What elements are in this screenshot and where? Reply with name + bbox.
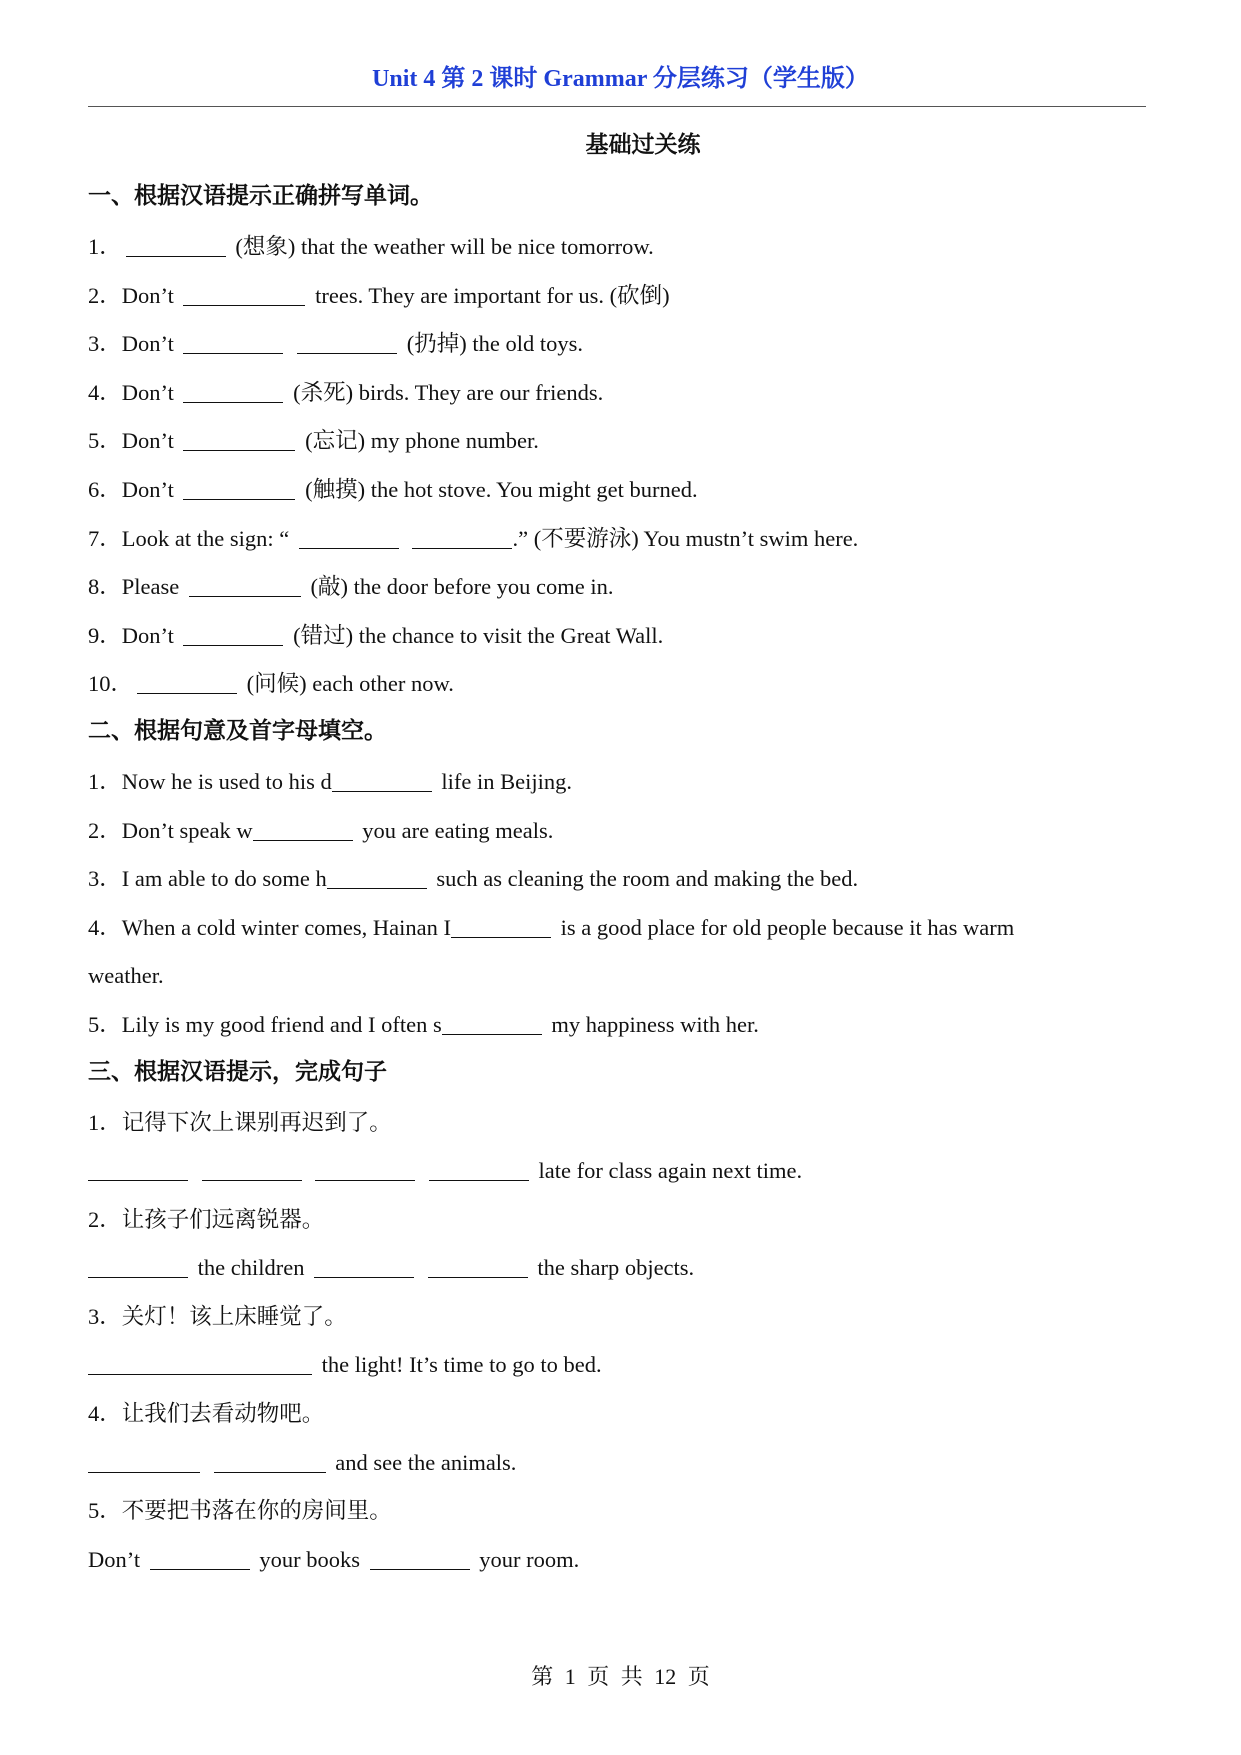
part2-title: 二、根据句意及首字母填空。 bbox=[88, 717, 387, 743]
part2-item-2: 2．Don’t speak w you are eating meals. bbox=[88, 817, 554, 843]
part1-item-3: 3．Don’t (扔掉) the old toys. bbox=[88, 331, 583, 357]
part2-item-4-continued: weather. bbox=[88, 963, 164, 989]
part3-item-1-answer: late for class again next time. bbox=[88, 1147, 1148, 1196]
answer-blank[interactable] bbox=[299, 547, 399, 549]
answer-blank[interactable] bbox=[183, 401, 283, 403]
answer-blank[interactable] bbox=[183, 644, 283, 646]
answer-blank[interactable] bbox=[137, 692, 237, 694]
answer-blank[interactable] bbox=[315, 1179, 415, 1181]
answer-blank[interactable] bbox=[297, 352, 397, 354]
answer-blank[interactable] bbox=[451, 936, 551, 938]
part1-item-6: 6．Don’t (触摸) the hot stove. You might get burned. bbox=[88, 476, 698, 502]
answer-blank[interactable] bbox=[442, 1033, 542, 1035]
page-footer: 第 1 页 共 12 页 bbox=[531, 1664, 710, 1689]
part3-item-1-prompt: 1．记得下次上课别再迟到了。 bbox=[88, 1109, 392, 1135]
part1-title: 一、根据汉语提示正确拼写单词。 bbox=[88, 183, 433, 208]
part3-item-2-prompt: 2．让孩子们远离锐器。 bbox=[88, 1206, 325, 1232]
answer-blank[interactable] bbox=[88, 1373, 312, 1375]
part3-item-4-prompt: 4．让我们去看动物吧。 bbox=[88, 1401, 325, 1427]
answer-blank[interactable] bbox=[202, 1179, 302, 1181]
answer-blank[interactable] bbox=[183, 304, 305, 306]
part2-item-3: 3．I am able to do some h such as cleaning the room and making the bed. bbox=[88, 866, 859, 892]
part3-title: 三、根据汉语提示，完成句子 bbox=[88, 1058, 387, 1084]
part3-item-4-answer: and see the animals. bbox=[88, 1439, 1148, 1488]
answer-blank[interactable] bbox=[150, 1568, 250, 1570]
part1-item-8: 8．Please (敲) the door before you come in. bbox=[88, 574, 614, 600]
part2-item-1: 1．Now he is used to his d life in Beijing. bbox=[88, 768, 572, 794]
answer-blank[interactable] bbox=[88, 1179, 188, 1181]
part1-item-4: 4．Don’t (杀死) birds. They are our friends. bbox=[88, 379, 604, 405]
part2-item-5: 5．Lily is my good friend and I often s my happiness with her. bbox=[88, 1011, 759, 1037]
section-title: 基础过关练 bbox=[585, 132, 701, 157]
worksheet-body bbox=[88, 126, 1148, 1584]
answer-blank[interactable] bbox=[253, 839, 353, 841]
part3-item-3-answer: the light! It’s time to go to bed. bbox=[88, 1341, 1148, 1390]
part1-item-1: 1． (想象) that the weather will be nice tomorrow. bbox=[88, 234, 654, 259]
answer-blank[interactable] bbox=[183, 352, 283, 354]
part3-item-5-prompt: 5．不要把书落在你的房间里。 bbox=[88, 1498, 392, 1524]
answer-blank[interactable] bbox=[327, 887, 427, 889]
answer-blank[interactable] bbox=[332, 790, 432, 792]
answer-blank[interactable] bbox=[314, 1276, 414, 1278]
answer-blank[interactable] bbox=[370, 1568, 470, 1570]
part3-item-3-prompt: 3．关灯！该上床睡觉了。 bbox=[88, 1303, 347, 1329]
part1-item-9: 9．Don’t (错过) the chance to visit the Great Wall. bbox=[88, 622, 664, 648]
part1-item-5: 5．Don’t (忘记) my phone number. bbox=[88, 428, 539, 454]
answer-blank[interactable] bbox=[189, 595, 301, 597]
answer-blank[interactable] bbox=[214, 1471, 326, 1473]
answer-blank[interactable] bbox=[88, 1276, 188, 1278]
answer-blank[interactable] bbox=[183, 498, 295, 500]
part1-item-7: 7．Look at the sign: “ .” (不要游泳) You mustn’t swim here. bbox=[88, 525, 859, 551]
part1-item-2: 2．Don’t trees. They are important for us. (砍倒) bbox=[88, 282, 670, 308]
answer-blank[interactable] bbox=[429, 1179, 529, 1181]
header-title: Unit 4 第 2 课时 Grammar 分层练习（学生版） bbox=[372, 66, 869, 92]
answer-blank[interactable] bbox=[428, 1276, 528, 1278]
answer-blank[interactable] bbox=[183, 449, 295, 451]
header-divider bbox=[88, 106, 1146, 107]
part1-item-10: 10． (问候) each other now. bbox=[88, 671, 454, 697]
answer-blank[interactable] bbox=[88, 1471, 200, 1473]
answer-blank[interactable] bbox=[126, 255, 226, 257]
part2-item-4: 4．When a cold winter comes, Hainan I is a good place for old people because it has warm bbox=[88, 914, 1015, 940]
answer-blank[interactable] bbox=[412, 547, 512, 549]
part3-item-5-answer: Don’t your books your room. bbox=[88, 1546, 580, 1572]
part3-item-2-answer: the children the sharp objects. bbox=[88, 1244, 1148, 1293]
